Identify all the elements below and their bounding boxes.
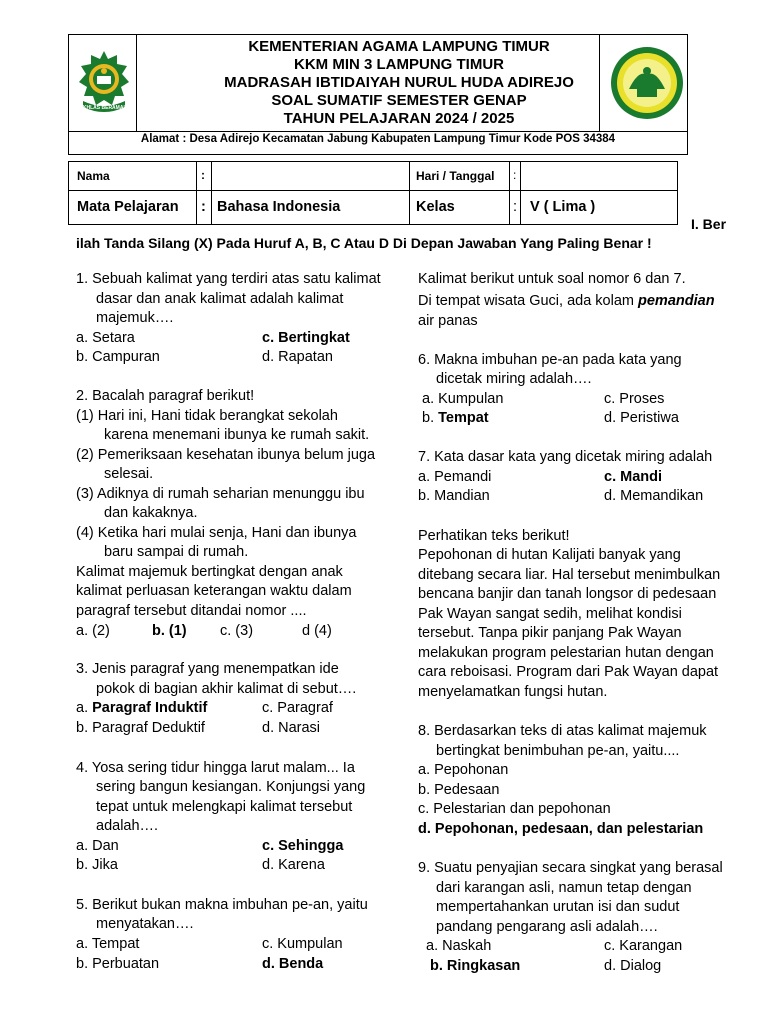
question-4-cont: tepat untuk melengkapi kalimat tersebut <box>96 799 353 815</box>
q3-option-d[interactable]: d. Narasi <box>262 720 321 736</box>
q1-option-d[interactable]: d. Rapatan <box>262 349 333 365</box>
colon: : <box>201 199 206 215</box>
hari-tanggal-field[interactable] <box>521 163 677 189</box>
passage-line: menyelamatkan fungsi hutan. <box>418 684 608 700</box>
paragraph-line: (1) Hari ini, Hani tidak berangkat sekolah <box>76 408 338 424</box>
question-4: 4. Yosa sering tidur hingga larut malam... Ia <box>76 760 355 776</box>
paragraph-line: baru sampai di rumah. <box>104 544 249 560</box>
hari-tanggal-label: Hari / Tanggal <box>416 169 495 183</box>
option-letter: b. <box>422 410 439 426</box>
q2-option-a[interactable]: a. (2) <box>76 623 110 639</box>
intro-text: Di tempat wisata Guci, ada kolam <box>418 293 639 309</box>
q8-option-d[interactable]: d. Pepohonan, pedesaan, dan pelestarian <box>418 821 704 837</box>
passage-line: Pak Wayan sangat sedih, melihat kondisi <box>418 606 682 622</box>
q8-option-a[interactable]: a. Pepohonan <box>418 762 509 778</box>
passage-line: Pepohonan di hutan Kalijati banyak yang <box>418 547 681 563</box>
question-5-cont: menyatakan…. <box>96 916 194 932</box>
passage-line: bencana banjir dan tanah longsor di pedesaan <box>418 586 717 602</box>
q7-option-a[interactable]: a. Pemandi <box>418 469 492 485</box>
school-address: Alamat : Desa Adirejo Kecamatan Jabung Kabupaten Lampung Timur Kode POS 34384 <box>140 133 616 145</box>
question-2: 2. Bacalah paragraf berikut! <box>76 388 255 404</box>
q7-option-b[interactable]: b. Mandian <box>418 488 490 504</box>
header-divider <box>599 35 600 131</box>
intro-line: Kalimat berikut untuk soal nomor 6 dan 7. <box>418 271 686 287</box>
q6-option-d[interactable]: d. Peristiwa <box>604 410 679 426</box>
mapel-label: Mata Pelajaran <box>77 199 179 215</box>
q6-option-a[interactable]: a. Kumpulan <box>422 391 504 407</box>
q4-option-d[interactable]: d. Karena <box>262 857 325 873</box>
intro-line <box>418 292 715 312</box>
q9-option-b[interactable]: b. Ringkasan <box>430 958 521 974</box>
q1-option-c[interactable]: c. Bertingkat <box>262 330 350 346</box>
question-4-cont: sering bangun kesiangan. Konjungsi yang <box>96 779 366 795</box>
paragraph-line: (2) Pemeriksaan kesehatan ibunya belum juga <box>76 447 376 463</box>
paragraph-line: (4) Ketika hari mulai senja, Hani dan ibunya <box>76 525 357 541</box>
question-3: 3. Jenis paragraf yang menempatkan ide <box>76 661 339 677</box>
colon: : <box>513 168 517 182</box>
q9-option-a[interactable]: a. Naskah <box>426 938 492 954</box>
q4-option-a[interactable]: a. Dan <box>76 838 119 854</box>
q2-option-b[interactable]: b. (1) <box>152 623 187 639</box>
q8-option-b[interactable]: b. Pedesaan <box>418 782 500 798</box>
q1-option-a[interactable]: a. Setara <box>76 330 135 346</box>
question-2-prompt: Kalimat majemuk bertingkat dengan anak <box>76 564 343 580</box>
mapel-value: Bahasa Indonesia <box>217 199 341 215</box>
passage-line: melakukan program pelestarian hutan dengan <box>418 645 714 661</box>
exam-header <box>68 34 688 155</box>
paragraph-line: karena menemani ibunya ke rumah sakit. <box>104 427 370 443</box>
logo-motto: IKHLAS BERAMAL <box>81 105 127 111</box>
question-6: 6. Makna imbuhan pe-an pada kata yang <box>418 352 682 368</box>
question-3-cont: pokok di bagian akhir kalimat di sebut…. <box>96 681 357 697</box>
question-9-cont: mempertahankan urutan isi dan sudut <box>436 899 680 915</box>
header-line: KKM MIN 3 LAMPUNG TIMUR <box>294 56 504 73</box>
colon: : <box>201 168 205 182</box>
italic-word: pemandian <box>638 293 715 309</box>
q5-option-a[interactable]: a. Tempat <box>76 936 140 952</box>
question-5: 5. Berikut bukan makna imbuhan pe-an, yaitu <box>76 897 368 913</box>
q3-option-c[interactable]: c. Paragraf <box>262 700 333 716</box>
question-9-cont: pandang pengarang asli adalah…. <box>436 919 658 935</box>
q5-option-c[interactable]: c. Kumpulan <box>262 936 343 952</box>
nama-label: Nama <box>77 169 110 183</box>
question-7: 7. Kata dasar kata yang dicetak miring adalah <box>418 449 713 465</box>
school-seal-icon <box>609 45 685 121</box>
question-8: 8. Berdasarkan teks di atas kalimat majemuk <box>418 723 707 739</box>
q7-option-d[interactable]: d. Memandikan <box>604 488 704 504</box>
question-1-cont: majemuk…. <box>96 310 174 326</box>
option-answer: Paragraf Induktif <box>92 700 208 716</box>
q4-option-b[interactable]: b. Jika <box>76 857 118 873</box>
header-line: SOAL SUMATIF SEMESTER GENAP <box>271 92 527 109</box>
header-divider <box>136 35 137 131</box>
colon: : <box>513 199 518 215</box>
header-line: MADRASAH IBTIDAIYAH NURUL HUDA ADIREJO <box>224 74 574 91</box>
question-2-prompt: kalimat perluasan keterangan waktu dalam <box>76 583 352 599</box>
instruction-text: ilah Tanda Silang (X) Pada Huruf A, B, C Atau D Di Depan Jawaban Yang Paling Benar ! <box>76 235 652 251</box>
kelas-value: V ( Lima ) <box>530 199 596 215</box>
q3-option-a[interactable] <box>76 699 207 719</box>
question-1: 1. Sebuah kalimat yang terdiri atas satu kalimat <box>76 271 381 287</box>
question-2-prompt: paragraf tersebut ditandai nomor .... <box>76 603 307 619</box>
q5-option-b[interactable]: b. Perbuatan <box>76 956 160 972</box>
question-9: 9. Suatu penyajian secara singkat yang berasal <box>418 860 723 876</box>
option-letter: a. <box>76 700 93 716</box>
paragraph-line: selesai. <box>104 466 154 482</box>
q7-option-c[interactable]: c. Mandi <box>604 469 663 485</box>
header-line: KEMENTERIAN AGAMA LAMPUNG TIMUR <box>248 38 550 55</box>
paragraph-line: dan kakaknya. <box>104 505 198 521</box>
q8-option-c[interactable]: c. Pelestarian dan pepohonan <box>418 801 611 817</box>
q5-option-d[interactable]: d. Benda <box>262 956 324 972</box>
q2-option-d[interactable]: d (4) <box>302 623 332 639</box>
question-1-cont: dasar dan anak kalimat adalah kalimat <box>96 291 344 307</box>
question-6-cont: dicetak miring adalah…. <box>436 371 592 387</box>
q2-option-c[interactable]: c. (3) <box>220 623 254 639</box>
q1-option-b[interactable]: b. Campuran <box>76 349 160 365</box>
question-4-cont: adalah…. <box>96 818 159 834</box>
student-info-table <box>68 161 678 225</box>
passage-line: cara reboisasi. Program dari Pak Wayan dapat <box>418 664 719 680</box>
header-divider <box>69 131 687 132</box>
question-9-cont: dari karangan asli, namun tetap dengan <box>436 880 692 896</box>
instruction-part1: I. Ber <box>691 216 727 232</box>
q6-option-b[interactable] <box>422 409 489 429</box>
q9-option-c[interactable]: c. Karangan <box>604 938 683 954</box>
passage-line: ditebang secara liar. Hal tersebut menimbulkan <box>418 567 721 583</box>
q6-option-c[interactable]: c. Proses <box>604 391 665 407</box>
nama-field[interactable] <box>212 163 408 189</box>
paragraph-line: (3) Adiknya di rumah seharian menunggu ibu <box>76 486 365 502</box>
kelas-label: Kelas <box>416 199 455 215</box>
q4-option-c[interactable]: c. Sehingga <box>262 838 344 854</box>
q3-option-b[interactable]: b. Paragraf Deduktif <box>76 720 205 736</box>
option-answer: Tempat <box>438 410 489 426</box>
passage-heading: Perhatikan teks berikut! <box>418 528 570 544</box>
q9-option-d[interactable]: d. Dialog <box>604 958 662 974</box>
intro-line: air panas <box>418 313 478 329</box>
kemenag-logo-icon <box>77 49 131 117</box>
passage-line: tersebut. Tanpa pikir panjang Pak Wayan <box>418 625 682 641</box>
question-8-cont: bertingkat benimbuhan pe-an, yaitu.... <box>436 743 680 759</box>
header-line: TAHUN PELAJARAN 2024 / 2025 <box>283 110 515 127</box>
